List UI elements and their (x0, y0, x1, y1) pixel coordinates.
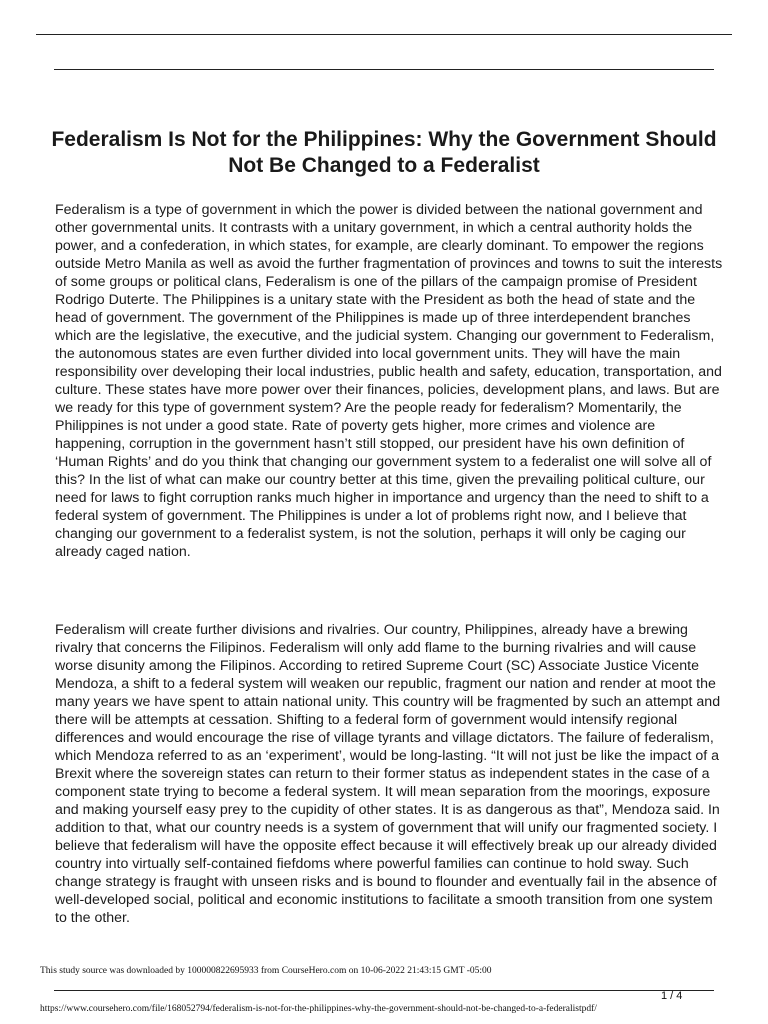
document-title: Federalism Is Not for the Philippines: Why the Government Should Not Be Changed to a Federalist (51, 128, 717, 177)
source-url[interactable]: https://www.coursehero.com/file/168052794/federalism-is-not-for-the-philippines-why-the-government-should-not-be-changed-to-a-federalistpdf/ (40, 1004, 597, 1014)
header-divider (54, 69, 714, 70)
download-notice: This study source was downloaded by 100000822695933 from CourseHero.com on 10-06-2022 21:43:15 GMT -05:00 (40, 966, 492, 976)
page-number: 1 / 4 (661, 990, 683, 1002)
footer-divider (54, 990, 714, 991)
paragraph-1: Federalism is a type of government in which the power is divided between the national government and other governmental units. It contrasts with a unitary government, in which a central authority holds the power, and a confederation, in which states, for example, are clearly dominant. To empower the regions outside Metro Manila as well as avoid the further fragmentation of provinces and towns to suit the interests of some groups or political clans, Federalism is one of the pillars of the campaign promise of President Rodrigo Duterte. The Philippines is a unitary state with the President as both the head of state and the head of government. The government of the Philippines is made up of three interdependent branches which are the legislative, the executive, and the judicial system. Changing our government to Federalism, the autonomous states are even further divided into local government units. They will have the main responsibility over developing their local industries, public health and safety, education, transportation, and culture. These states have more power over their finances, policies, development plans, and laws. But are we ready for this type of government system? Are the people ready for federalism? Momentarily, the Philippines is not under a good state. Rate of poverty gets higher, more crimes and violence are happening, corruption in the government hasn’t still stopped, our president have his own definition of ‘Human Rights’ and do you think that changing our government system to a federalist one will solve all of this? In the list of what can make our country better at this time, given the prevailing political culture, our need for laws to fight corruption ranks much higher in importance and urgency than the need to shift to a federal system of government. The Philippines is under a lot of problems right now, and I believe that changing our government to a federalist system, is not the solution, perhaps it will only be caging our already caged nation. (55, 202, 723, 560)
paragraph-2: Federalism will create further divisions and rivalries. Our country, Philippines, already have a brewing rivalry that concerns the Filipinos. Federalism will only add flame to the burning rivalries and will cause worse disunity among the Filipinos. According to retired Supreme Court (SC) Associate Justice Vicente Mendoza, a shift to a federal system will weaken our republic, fragment our nation and render at moot the many years we have spent to attain national unity. This country will be fragmented by such an attempt and there will be attempts at cessation. Shifting to a federal form of government would intensify regional differences and would encourage the rise of village tyrants and village dictators. The failure of federalism, which Mendoza referred to as an ‘experiment’, would be long-lasting. “It will not just be like the impact of a Brexit where the sovereign states can return to their former status as independent states in the case of a component state trying to become a federal system. It will mean separation from the moorings, exposure and making yourself easy prey to the cupidity of other states. It is as dangerous as that”, Mendoza said. In addition to that, what our country needs is a system of government that will unify our fragmented society. I believe that federalism will have the opposite effect because it will effectively break up our already divided country into virtually self-contained fiefdoms where powerful families can continue to hold sway. Such change strategy is fraught with unseen risks and is bound to flounder and eventually fail in the absence of well-developed social, political and economic institutions to facilitate a smooth transition from one system to the other. (55, 622, 721, 926)
top-divider (36, 34, 732, 35)
